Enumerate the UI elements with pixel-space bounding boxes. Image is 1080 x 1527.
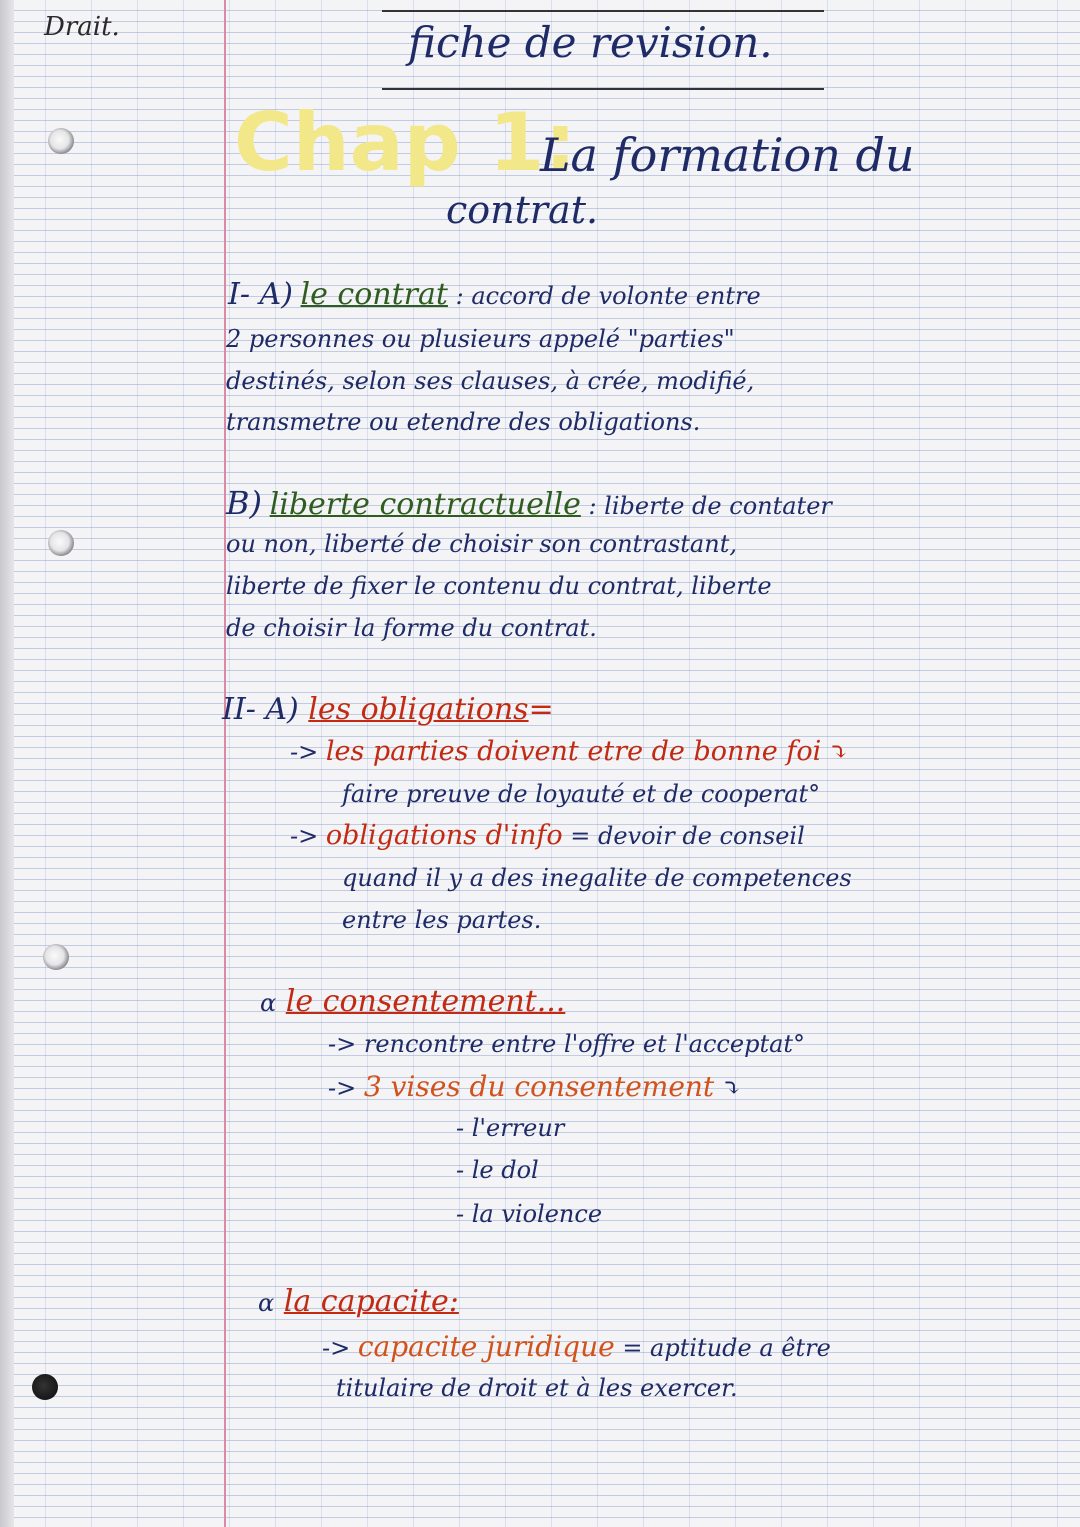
list-item: entre les partes. (342, 906, 542, 934)
section-1a-term: le contrat (300, 277, 448, 312)
arrow: -> (290, 738, 319, 766)
section-1b-marker: B) (226, 484, 262, 522)
section-1a-marker: I- A) (228, 277, 293, 312)
list-item (328, 1070, 742, 1103)
chapter-number: Chap 1: (234, 96, 577, 189)
red-text: obligations d'info (325, 820, 563, 851)
consent-term: le consentement... (285, 984, 566, 1019)
text-line: liberte de fixer le contenu du contrat, liberte (226, 572, 772, 600)
alpha-bullet: α (260, 989, 277, 1017)
list-item (290, 736, 849, 767)
arrow: -> (290, 822, 319, 850)
text: ⤵ (721, 1074, 742, 1102)
text: rencontre entre l'offre et l'acceptat° (363, 1030, 806, 1058)
list-item: quand il y a des inegalite de competences (342, 864, 852, 892)
section-2-term: les obligations (308, 692, 529, 727)
list-item (328, 1030, 805, 1058)
text: = devoir de conseil (570, 822, 805, 850)
red-text: les parties doivent etre de bonne foi (325, 736, 822, 767)
list-item (290, 820, 805, 851)
text: ⤵ (828, 738, 849, 766)
page-title: fiche de revision. (408, 18, 773, 67)
section-2-heading (222, 692, 554, 727)
subject-label: Drait. (44, 12, 120, 42)
punch-hole (32, 1374, 58, 1400)
alpha-bullet: α (258, 1289, 275, 1317)
vice-item: - le dol (456, 1156, 539, 1184)
equals-sign: = (528, 692, 554, 727)
text: = aptitude a être (622, 1334, 831, 1362)
chapter-title-line1: La formation du (540, 128, 915, 182)
punch-hole (48, 530, 74, 556)
list-item: faire preuve de loyauté et de cooperat° (342, 780, 821, 808)
text-line: 2 personnes ou plusieurs appelé "parties" (226, 325, 735, 353)
punch-hole (48, 128, 74, 154)
capacity-term: la capacite: (283, 1284, 459, 1319)
punch-hole (43, 944, 69, 970)
text-line: titulaire de droit et à les exercer. (336, 1374, 738, 1402)
text-line: transmetre ou etendre des obligations. (226, 408, 701, 436)
text-line: ou non, liberté de choisir son contrastant, (226, 530, 737, 558)
text-line: : accord de volonte entre (455, 282, 761, 310)
list-item (322, 1330, 831, 1363)
arrow: -> (328, 1074, 357, 1102)
text-line: : liberte de contater (588, 492, 832, 520)
orange-text: 3 vises du consentement (363, 1070, 715, 1103)
arrow: -> (322, 1334, 351, 1362)
arrow: -> (328, 1030, 357, 1058)
section-1a-heading (228, 277, 761, 312)
text-line: destinés, selon ses clauses, à crée, modifié, (226, 367, 755, 395)
section-1b-heading (226, 484, 832, 522)
consent-heading (260, 984, 565, 1019)
text-line: de choisir la forme du contrat. (226, 614, 597, 642)
binding-strip (0, 0, 14, 1527)
vice-item: - la violence (456, 1200, 603, 1228)
capacity-heading (258, 1284, 459, 1319)
chapter-title-line2: contrat. (446, 188, 599, 232)
orange-text: capacite juridique (357, 1330, 615, 1363)
section-1b-term: liberte contractuelle (269, 487, 581, 522)
section-2-marker: II- A) (222, 692, 299, 727)
vice-item: - l'erreur (456, 1114, 565, 1142)
